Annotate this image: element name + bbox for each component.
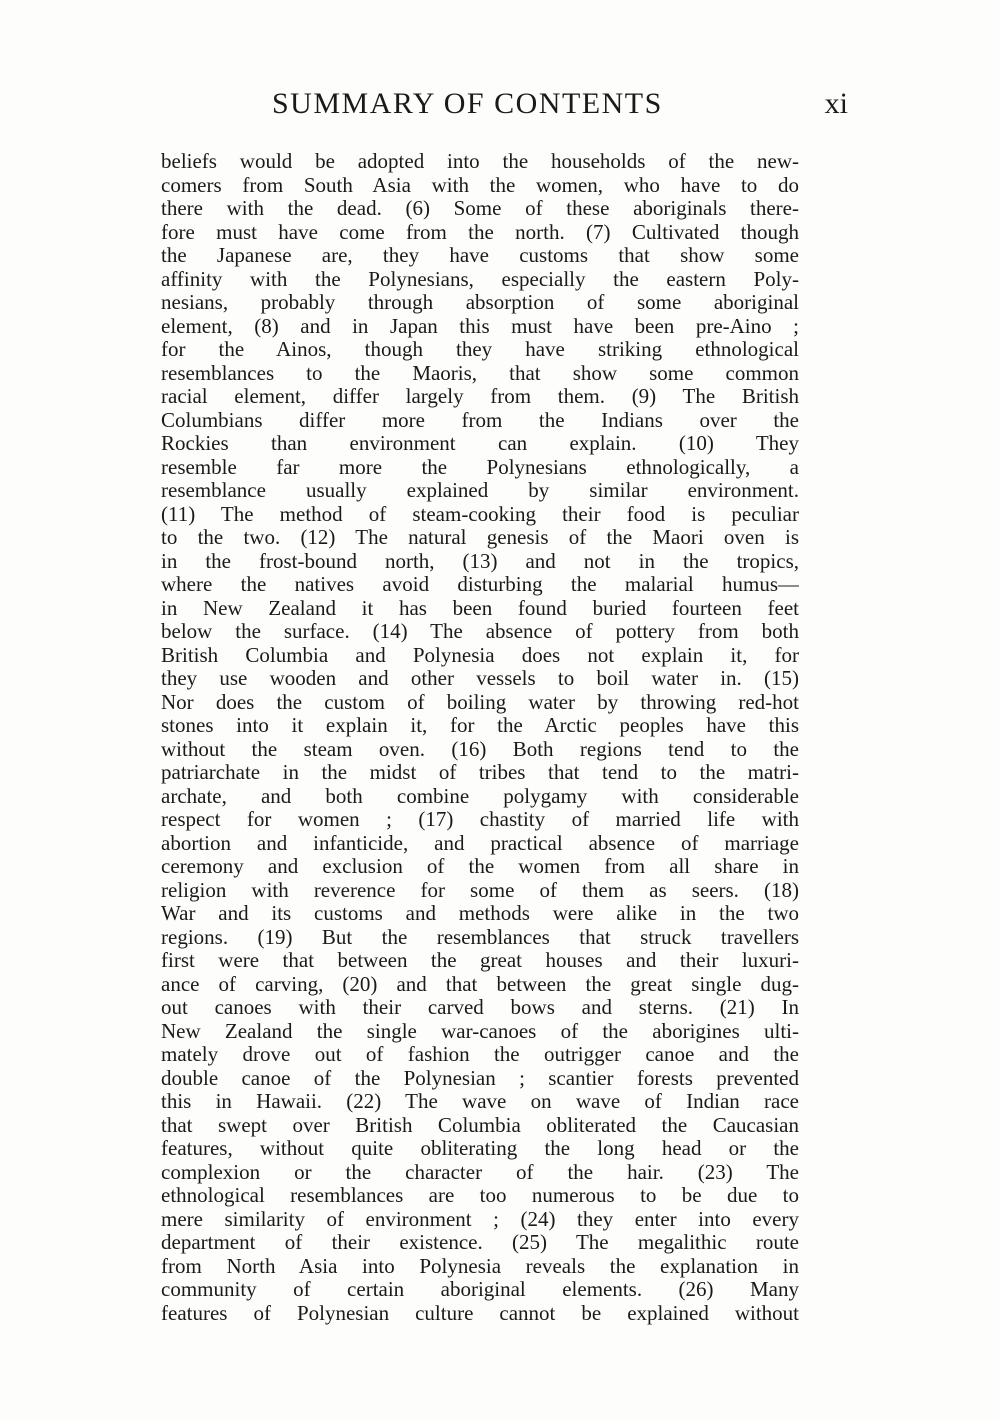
text-line: complexion or the character of the hair. (23) The: [161, 1160, 799, 1184]
text-line: this in Hawaii. (22) The wave on wave of Indian race: [161, 1090, 799, 1113]
text-line: community of certain aboriginal elements. (26) Many: [161, 1278, 799, 1301]
text-line: out canoes with their carved bows and sterns. (21) In: [161, 996, 799, 1019]
text-line: they use wooden and other vessels to boil water in. (15): [161, 667, 799, 690]
summary-paragraph: [161, 150, 799, 1325]
text-line: ceremony and exclusion of the women from all share in: [161, 855, 799, 878]
page-number: xi: [824, 87, 848, 120]
text-line: British Columbia and Polynesia does not explain it, for: [161, 643, 799, 667]
text-line: element, (8) and in Japan this must have been pre-Aino ;: [161, 314, 799, 338]
page-title: SUMMARY OF CONTENTS: [272, 87, 663, 120]
text-line: to the two. (12) The natural genesis of the Maori oven is: [161, 526, 799, 549]
text-line: religion with reverence for some of them as seers. (18): [161, 878, 799, 902]
text-line: nesians, probably through absorption of some aboriginal: [161, 291, 799, 314]
text-line: the Japanese are, they have customs that show some: [161, 244, 799, 267]
text-line: affinity with the Polynesians, especially the eastern Poly-: [161, 267, 799, 291]
text-line: where the natives avoid disturbing the malarial humus—: [161, 573, 799, 596]
text-line: without the steam oven. (16) Both regions tend to the: [161, 737, 799, 761]
text-line: stones into it explain it, for the Arctic peoples have this: [161, 714, 799, 737]
text-line: patriarchate in the midst of tribes that tend to the matri-: [161, 761, 799, 784]
text-line: resemblance usually explained by similar environment.: [161, 479, 799, 502]
text-line: double canoe of the Polynesian ; scantier forests prevented: [161, 1066, 799, 1090]
text-line: department of their existence. (25) The megalithic route: [161, 1231, 799, 1254]
text-line: fore must have come from the north. (7) Cultivated though: [161, 220, 799, 244]
text-line: in the frost-bound north, (13) and not in the tropics,: [161, 549, 799, 573]
text-line: racial element, differ largely from them. (9) The British: [161, 385, 799, 408]
text-line: beliefs would be adopted into the households of the new-: [161, 150, 799, 173]
text-line: from North Asia into Polynesia reveals the explanation in: [161, 1254, 799, 1278]
text-line: in New Zealand it has been found buried fourteen feet: [161, 596, 799, 620]
text-line: War and its customs and methods were alike in the two: [161, 902, 799, 925]
text-line: resemble far more the Polynesians ethnologically, a: [161, 455, 799, 479]
text-line: ethnological resemblances are too numerous to be due to: [161, 1184, 799, 1207]
text-line: respect for women ; (17) chastity of married life with: [161, 808, 799, 831]
text-line: for the Ainos, though they have striking ethnological: [161, 338, 799, 361]
text-line: features, without quite obliterating the long head or the: [161, 1137, 799, 1160]
text-line: Rockies than environment can explain. (10) They: [161, 432, 799, 455]
text-line: regions. (19) But the resemblances that struck travellers: [161, 925, 799, 949]
text-line: resemblances to the Maoris, that show some common: [161, 361, 799, 385]
text-line: mere similarity of environment ; (24) they enter into every: [161, 1207, 799, 1231]
text-line: below the surface. (14) The absence of pottery from both: [161, 620, 799, 643]
text-line: archate, and both combine polygamy with considerable: [161, 784, 799, 808]
text-line: first were that between the great houses and their luxuri-: [161, 949, 799, 972]
text-line: (11) The method of steam-cooking their food is peculiar: [161, 502, 799, 526]
running-head: [160, 86, 850, 126]
text-line: New Zealand the single war-canoes of the aborigines ulti-: [161, 1019, 799, 1043]
text-line: there with the dead. (6) Some of these aboriginals there-: [161, 197, 799, 220]
text-line: features of Polynesian culture cannot be explained without: [161, 1301, 799, 1325]
text-line: Nor does the custom of boiling water by throwing red-hot: [161, 690, 799, 714]
text-line: Columbians differ more from the Indians over the: [161, 408, 799, 432]
text-line: abortion and infanticide, and practical absence of marriage: [161, 831, 799, 855]
text-line: that swept over British Columbia obliterated the Caucasian: [161, 1113, 799, 1137]
text-line: ance of carving, (20) and that between the great single dug-: [161, 972, 799, 996]
text-line: comers from South Asia with the women, who have to do: [161, 173, 799, 197]
text-line: mately drove out of fashion the outrigger canoe and the: [161, 1043, 799, 1066]
